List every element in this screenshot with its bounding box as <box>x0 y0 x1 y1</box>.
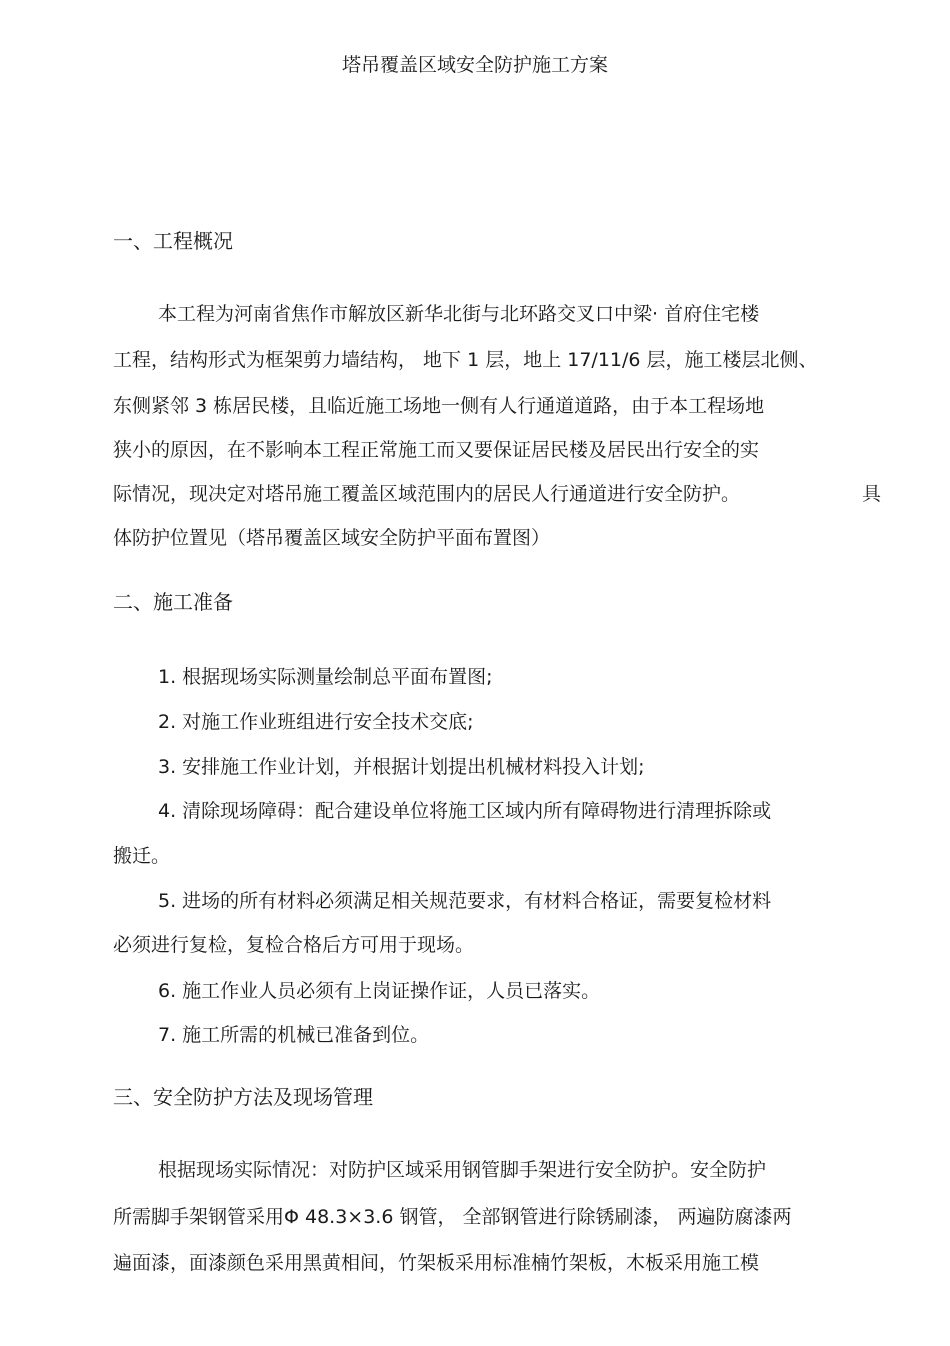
list-item: 5. 进场的所有材料必须满足相关规范要求，有材料合格证，需要复检材料 <box>158 890 772 912</box>
paragraph-line: 本工程为河南省焦作市解放区新华北街与北环路交叉口中梁· 首府住宅楼 <box>158 303 760 325</box>
paragraph-line: 根据现场实际情况：对防护区域采用钢管脚手架进行安全防护。安全防护 <box>158 1159 767 1181</box>
paragraph-line: 东侧紧邻 3 栋居民楼，且临近施工场地一侧有人行通道道路，由于本工程场地 <box>113 395 765 417</box>
paragraph-line: 体防护位置见（塔吊覆盖区域安全防护平面布置图） <box>113 527 551 549</box>
section-heading-overview: 一、工程概况 <box>113 229 233 253</box>
list-item-continuation: 搬迁。 <box>113 845 171 867</box>
list-item: 4. 清除现场障碍：配合建设单位将施工区域内所有障碍物进行清理拆除或 <box>158 800 772 822</box>
paragraph-line: 际情况，现决定对塔吊施工覆盖区域范围内的居民人行通道进行安全防护。 <box>113 483 741 505</box>
list-item: 6. 施工作业人员必须有上岗证操作证，人员已落实。 <box>158 980 601 1002</box>
list-item: 1. 根据现场实际测量绘制总平面布置图; <box>158 666 493 688</box>
paragraph-line: 遍面漆，面漆颜色采用黑黄相间，竹架板采用标准楠竹架板，木板采用施工模 <box>113 1252 760 1274</box>
paragraph-trailing-char: 具 <box>862 483 882 505</box>
paragraph-line: 所需脚手架钢管采用Φ 48.3×3.6 钢管， 全部钢管进行除锈刷漆， 两遍防腐漆两 <box>113 1206 792 1228</box>
section-heading-safety-methods: 三、安全防护方法及现场管理 <box>113 1085 373 1109</box>
list-item: 2. 对施工作业班组进行安全技术交底; <box>158 711 474 733</box>
document-title: 塔吊覆盖区域安全防护施工方案 <box>341 54 608 76</box>
section-heading-preparation: 二、施工准备 <box>113 590 233 614</box>
list-item-continuation: 必须进行复检，复检合格后方可用于现场。 <box>113 934 475 956</box>
list-item: 3. 安排施工作业计划，并根据计划提出机械材料投入计划; <box>158 756 645 778</box>
list-item: 7. 施工所需的机械已准备到位。 <box>158 1024 430 1046</box>
paragraph-line: 工程，结构形式为框架剪力墙结构， 地下 1 层，地上 17/11/6 层，施工楼层北侧、 <box>113 349 818 371</box>
paragraph-line: 狭小的原因，在不影响本工程正常施工而又要保证居民楼及居民出行安全的实 <box>113 439 760 461</box>
